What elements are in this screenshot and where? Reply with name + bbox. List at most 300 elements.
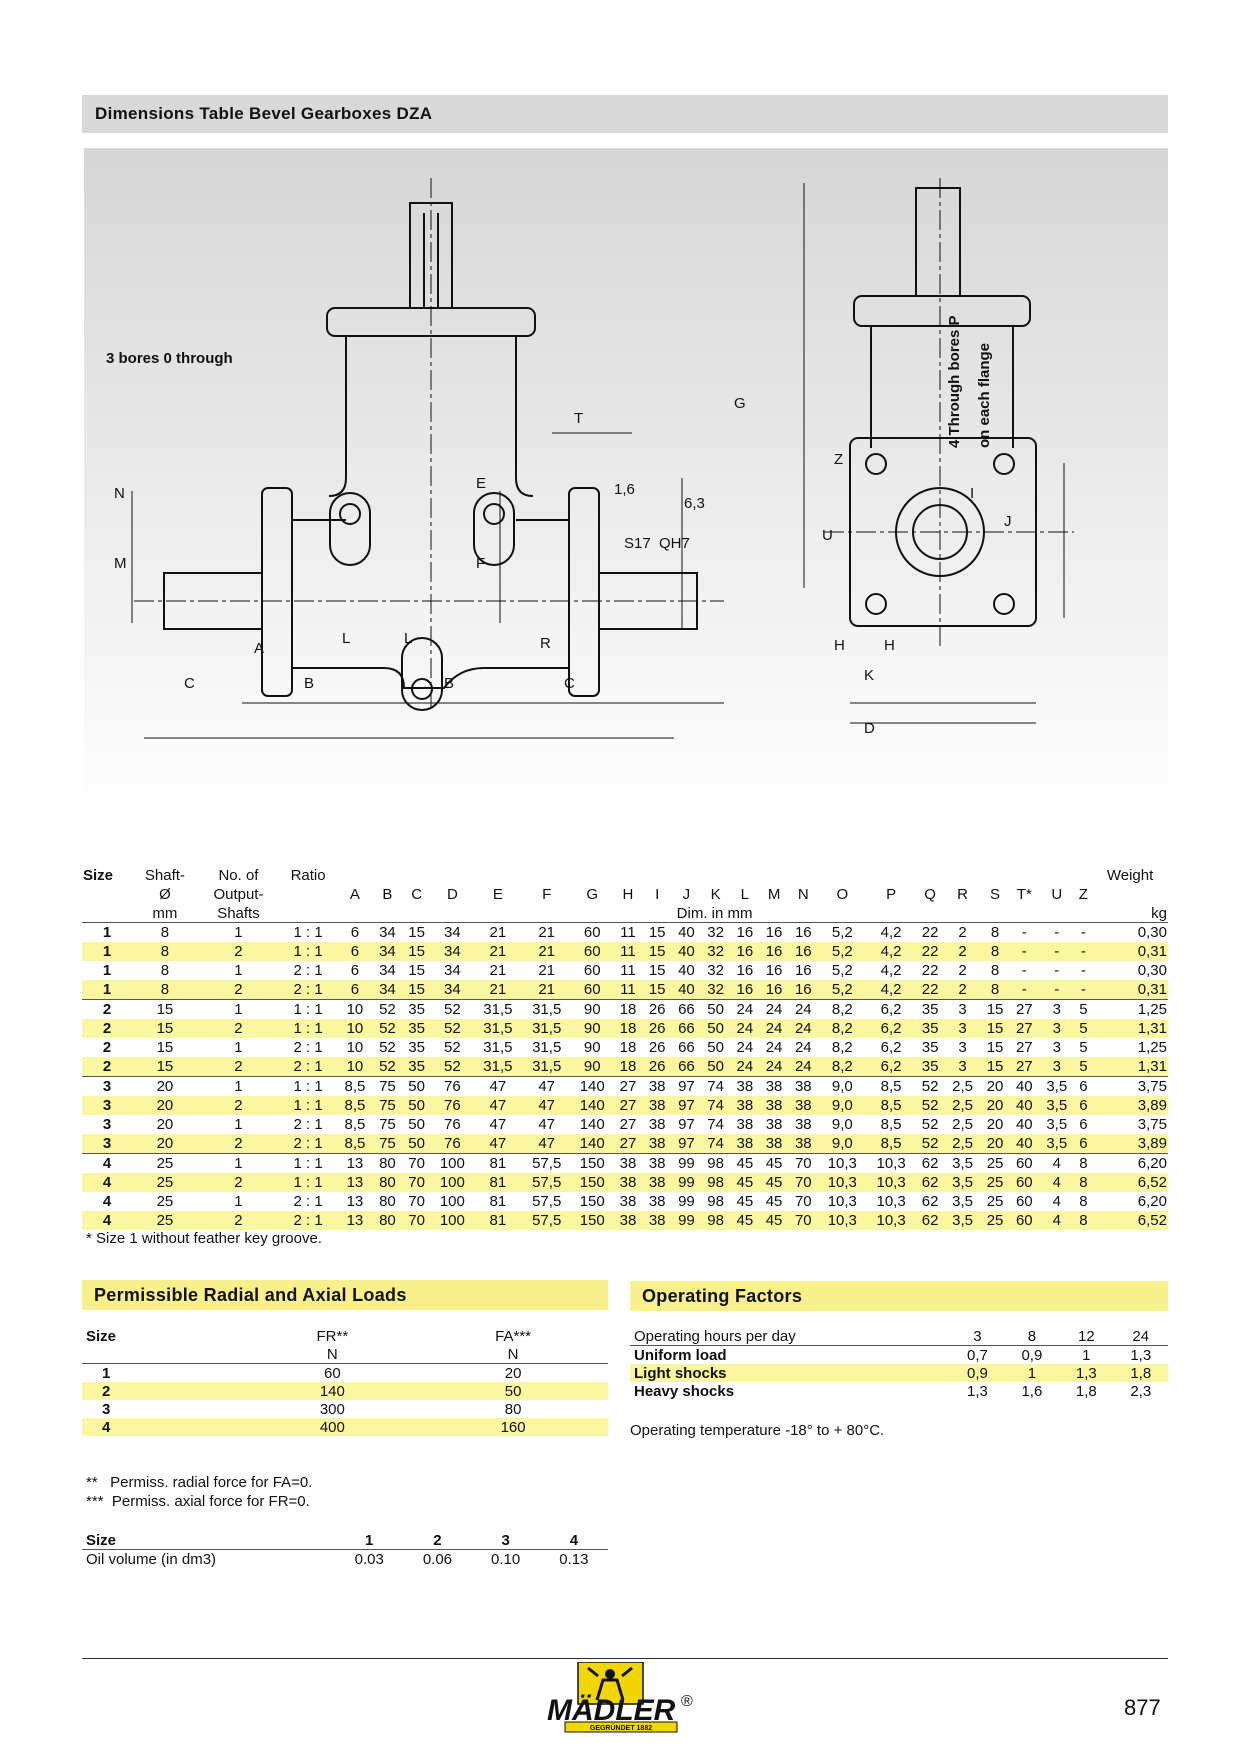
dims-cell: 27 — [613, 1077, 642, 1097]
loads-note-1: ** Permiss. radial force for FA=0. — [86, 1474, 313, 1491]
dims-cell: 16 — [789, 980, 818, 1000]
dims-cell: 13 — [337, 1211, 373, 1230]
dims-cell: 27 — [1010, 1000, 1039, 1020]
dims-cell: 15 — [132, 1019, 198, 1038]
dims-cell: 66 — [672, 1019, 701, 1038]
dim-label-i: I — [970, 485, 975, 502]
dims-cell: 6 — [1075, 1096, 1092, 1115]
dims-table-row — [82, 1057, 1168, 1077]
dims-cell: 8,5 — [867, 1134, 916, 1154]
loads-cell-fr: 300 — [319, 1400, 345, 1418]
loads-cell-size: 1 — [102, 1364, 111, 1382]
dims-cell: 47 — [489, 1116, 507, 1133]
col-letter: E — [492, 886, 503, 903]
loads-cell-fa: 20 — [504, 1364, 522, 1382]
dims-cell: 1 : 1 — [293, 924, 323, 941]
dims-cell: 35 — [408, 1039, 425, 1056]
dims-cell: 76 — [431, 1077, 473, 1097]
dims-cell: 8 — [1075, 1173, 1092, 1192]
dims-cell: 10,3 — [867, 1211, 916, 1230]
factors-title: Operating Factors — [642, 1286, 803, 1306]
dims-cell: 38 — [613, 1154, 642, 1174]
dims-cell: 21 — [538, 962, 556, 979]
dims-cell: 66 — [672, 1000, 701, 1020]
dims-cell: 1 — [234, 1116, 243, 1133]
dims-cell: 40 — [1010, 1134, 1039, 1154]
factors-value: 1 — [1005, 1364, 1059, 1382]
dims-cell: 2 : 1 — [279, 1057, 337, 1077]
dims-cell: 45 — [765, 1193, 783, 1210]
dims-cell: 80 — [379, 1193, 396, 1210]
dims-cell: 90 — [571, 1019, 613, 1038]
dims-cell: 100 — [431, 1154, 473, 1174]
dims-cell: 16 — [789, 942, 818, 961]
dims-cell-size: 1 — [82, 942, 132, 961]
factors-title-bar — [630, 1281, 1168, 1311]
dims-cell: 16 — [794, 924, 812, 941]
dims-cell: 5,2 — [818, 980, 867, 1000]
dims-cell: 13 — [346, 1193, 364, 1210]
col-letter: S — [990, 886, 1001, 903]
dims-cell: 38 — [759, 1096, 788, 1115]
loads-unit-fa: N — [507, 1345, 519, 1363]
loads-row — [82, 1418, 608, 1436]
dimensions-table — [82, 865, 1168, 1230]
dims-cell: 98 — [701, 1173, 730, 1192]
dims-cell: - — [1021, 924, 1027, 941]
dims-cell: 1,31 — [1092, 1019, 1168, 1038]
oil-size: 4 — [569, 1531, 579, 1549]
dims-table-row — [82, 961, 1168, 980]
footer-divider — [82, 1658, 1168, 1659]
dims-cell: 22 — [915, 980, 944, 1000]
dims-cell: 34 — [431, 980, 473, 1000]
dims-cell: 3 — [945, 1019, 981, 1038]
dims-cell: 6 — [1075, 1134, 1092, 1154]
dims-cell-size: 1 — [82, 980, 132, 1000]
dims-cell: 6 — [1075, 1077, 1092, 1097]
dims-cell: 50 — [402, 1134, 431, 1154]
dims-cell: 1 : 1 — [279, 942, 337, 961]
dim-label-m: M — [114, 555, 127, 572]
loads-cell-fa: 160 — [418, 1418, 608, 1436]
dims-cell: 52 — [444, 1039, 461, 1056]
dims-cell: 15 — [980, 1000, 1009, 1020]
dims-cell: 5 — [1075, 1019, 1092, 1038]
dims-cell: 15 — [132, 1000, 198, 1020]
dims-cell: 8,5 — [337, 1096, 373, 1115]
dims-cell: 8,5 — [867, 1096, 916, 1115]
dims-cell: 3 — [1052, 1039, 1061, 1056]
dims-cell: 75 — [373, 1077, 402, 1097]
dims-cell: 3,5 — [1039, 1077, 1075, 1097]
dims-cell: 21 — [538, 924, 556, 941]
dims-cell: 3 — [945, 1057, 981, 1077]
col-letter: T* — [1016, 886, 1032, 903]
dims-cell: 11 — [613, 980, 642, 1000]
dim-label-d: D — [864, 720, 875, 737]
dims-cell: 0,31 — [1092, 980, 1168, 1000]
dims-cell: 35 — [402, 1000, 431, 1020]
dims-cell: 47 — [522, 1096, 571, 1115]
factors-label: Heavy shocks — [634, 1382, 735, 1400]
dims-table-row — [82, 1173, 1168, 1192]
dims-cell-size: 2 — [82, 1000, 132, 1020]
dims-cell: 1 : 1 — [279, 1173, 337, 1192]
dims-cell: 2 — [198, 942, 279, 961]
dims-table-row — [82, 942, 1168, 961]
dims-cell: 1 — [198, 1154, 279, 1174]
dims-cell: 8,2 — [818, 1019, 867, 1038]
oil-label: Oil volume (in dm3) — [86, 1550, 217, 1568]
dims-table-row — [82, 1154, 1168, 1174]
dim-label-e: E — [476, 475, 487, 492]
dims-cell: 24 — [789, 1000, 818, 1020]
dims-cell: 52 — [915, 1134, 944, 1154]
dims-cell: 90 — [571, 1057, 613, 1077]
col-letter: L — [740, 886, 750, 903]
dims-cell: 15 — [648, 962, 666, 979]
dims-cell: 16 — [794, 962, 812, 979]
dims-cell: 47 — [522, 1134, 571, 1154]
dims-cell: 50 — [701, 1019, 730, 1038]
dims-cell: - — [1075, 942, 1092, 961]
col-noof-1: No. of — [218, 867, 259, 884]
dims-cell: 3,5 — [1039, 1096, 1075, 1115]
dims-cell: 15 — [156, 1039, 174, 1056]
col-shaft-3: mm — [132, 903, 198, 923]
dims-cell-size: 4 — [82, 1154, 132, 1174]
factors-value: 1,3 — [967, 1382, 988, 1400]
dims-cell: 74 — [701, 1134, 730, 1154]
dims-cell: 1 : 1 — [279, 1077, 337, 1097]
dims-cell: 1 — [234, 962, 243, 979]
col-letter: G — [586, 886, 599, 903]
dims-cell: 8 — [1075, 1211, 1092, 1230]
factors-row — [630, 1346, 1168, 1365]
dims-cell: 2 — [958, 924, 967, 941]
dims-cell: 57,5 — [522, 1173, 571, 1192]
dim-label-j: J — [1004, 513, 1012, 530]
dims-cell: 52 — [915, 1096, 944, 1115]
dims-cell-size: 2 — [82, 1019, 132, 1038]
dims-cell: 6,20 — [1137, 1193, 1167, 1210]
dims-cell: 24 — [759, 1019, 788, 1038]
dims-cell: 150 — [571, 1211, 613, 1230]
dims-cell: - — [1054, 962, 1060, 979]
dims-cell: 40 — [672, 942, 701, 961]
dims-cell: 2 : 1 — [279, 980, 337, 1000]
col-ratio: Ratio — [290, 867, 326, 884]
dims-cell: 16 — [730, 980, 759, 1000]
dim-label-h-left: H — [834, 637, 845, 654]
dims-cell: 40 — [1010, 1077, 1039, 1097]
loads-title-bar — [82, 1280, 608, 1310]
dims-cell: 97 — [672, 1134, 701, 1154]
dims-cell: 52 — [373, 1057, 402, 1077]
dims-cell: 5 — [1075, 1000, 1092, 1020]
dims-cell: 140 — [579, 1116, 605, 1133]
dims-cell: 27 — [619, 1116, 637, 1133]
dims-cell: 20 — [986, 1116, 1004, 1133]
dim-label-f: F — [476, 555, 486, 572]
dims-cell: 21 — [474, 980, 523, 1000]
dims-cell-size: 3 — [82, 1096, 132, 1115]
dims-cell: 25 — [132, 1173, 198, 1192]
dims-cell: 45 — [730, 1211, 759, 1230]
dims-cell: 10,3 — [867, 1173, 916, 1192]
dims-cell: 25 — [132, 1211, 198, 1230]
dims-cell: 1 — [198, 1077, 279, 1097]
dims-cell: 10,3 — [827, 1193, 857, 1210]
dims-cell: 10 — [337, 1057, 373, 1077]
dims-cell: 1 : 1 — [279, 1000, 337, 1020]
dims-cell: 18 — [613, 1057, 642, 1077]
dims-table-row — [82, 1038, 1168, 1057]
factors-hours: 24 — [1132, 1327, 1150, 1345]
dims-cell: 1 — [234, 924, 243, 941]
dims-cell: 140 — [571, 1077, 613, 1097]
dims-cell: 60 — [1010, 1154, 1039, 1174]
dims-cell: - — [1021, 962, 1027, 979]
dim-label-l-left: L — [342, 630, 351, 647]
dims-cell: 20 — [132, 1096, 198, 1115]
factors-temperature: Operating temperature -18° to + 80°C. — [630, 1422, 885, 1439]
dims-cell: 8,5 — [880, 1116, 902, 1133]
dims-cell: 27 — [1010, 1057, 1039, 1077]
dims-cell: 35 — [915, 1019, 944, 1038]
dims-cell: - — [1010, 942, 1039, 961]
dims-cell: 38 — [789, 1096, 818, 1115]
dims-cell: 31,5 — [522, 1000, 571, 1020]
dims-cell-size: 2 — [102, 1039, 112, 1056]
dims-cell: 15 — [643, 942, 672, 961]
dims-cell: 3 — [945, 1000, 981, 1020]
dim-label-t: T — [574, 410, 584, 427]
dims-cell: 52 — [431, 1019, 473, 1038]
dim-unit: Dim. in mm — [337, 903, 1092, 923]
loads-cell-size: 2 — [82, 1382, 247, 1400]
dim-label-k: K — [864, 667, 875, 684]
dims-cell: 15 — [980, 1057, 1009, 1077]
loads-cell-size: 3 — [102, 1400, 111, 1418]
dims-cell: 2 : 1 — [293, 1193, 323, 1210]
dims-cell: 81 — [474, 1173, 523, 1192]
dim-label-c-right: C — [564, 675, 575, 692]
dims-cell: 70 — [408, 1193, 425, 1210]
dims-cell-size: 3 — [82, 1134, 132, 1154]
dim-label-b-right: B — [444, 675, 455, 692]
dims-cell: 62 — [915, 1173, 944, 1192]
dims-cell: 11 — [613, 942, 642, 961]
col-letter: R — [957, 886, 968, 903]
dims-cell: 47 — [538, 1116, 556, 1133]
dim-label-c-left: C — [184, 675, 195, 692]
dims-cell: 47 — [474, 1096, 523, 1115]
dims-cell: 25 — [980, 1211, 1009, 1230]
oil-value: 0.10 — [491, 1550, 521, 1568]
dims-cell-size: 2 — [82, 1057, 132, 1077]
dim-label-a: A — [254, 640, 265, 657]
dims-cell: 32 — [701, 942, 730, 961]
dims-cell: 40 — [672, 980, 701, 1000]
dims-cell: 98 — [701, 1154, 730, 1174]
dims-cell: 74 — [701, 1096, 730, 1115]
dims-cell: 3 — [1039, 1057, 1075, 1077]
dims-cell: 45 — [730, 1173, 759, 1192]
dims-cell: 70 — [402, 1154, 431, 1174]
dims-table-row — [82, 1211, 1168, 1230]
dims-cell: - — [1075, 980, 1092, 1000]
dims-cell: 25 — [980, 1154, 1009, 1174]
dims-cell: 26 — [643, 1000, 672, 1020]
dims-cell: 45 — [759, 1211, 788, 1230]
dim-label-z: Z — [834, 451, 844, 468]
loads-cell-fr: 140 — [247, 1382, 419, 1400]
dims-cell: - — [1039, 942, 1075, 961]
col-letter: J — [682, 886, 691, 903]
factors-value: 0,9 — [950, 1364, 1004, 1382]
madler-logo — [543, 1662, 703, 1734]
col-noof-2: Output- — [213, 886, 264, 903]
dims-cell: 4 — [1039, 1173, 1075, 1192]
dims-cell: 97 — [678, 1116, 695, 1133]
dims-cell: 70 — [789, 1211, 818, 1230]
dims-cell: 8 — [980, 942, 1009, 961]
dims-cell: 52 — [915, 1077, 944, 1097]
dims-cell: 20 — [132, 1134, 198, 1154]
col-letter: U — [1051, 886, 1063, 903]
dims-cell: 1 : 1 — [279, 1019, 337, 1038]
dims-cell: 38 — [736, 1116, 754, 1133]
dims-cell: 8,2 — [818, 1057, 867, 1077]
dims-cell: 75 — [379, 1116, 396, 1133]
dims-cell-size: 3 — [102, 1116, 112, 1133]
col-letter: Z — [1078, 886, 1088, 903]
dims-cell: 25 — [986, 1193, 1004, 1210]
loads-cell-fr: 400 — [247, 1418, 419, 1436]
dims-cell: 27 — [613, 1096, 642, 1115]
dims-cell: 52 — [431, 1000, 473, 1020]
dim-label-u: U — [822, 527, 833, 544]
dims-cell: 52 — [431, 1057, 473, 1077]
dims-cell: 31,5 — [474, 1000, 523, 1020]
dims-cell: 38 — [730, 1077, 759, 1097]
dims-cell: 35 — [402, 1057, 431, 1077]
dims-cell: 38 — [730, 1096, 759, 1115]
dims-cell: 25 — [980, 1173, 1009, 1192]
dims-cell: 34 — [373, 980, 402, 1000]
logo-founded: GEGRÜNDET 1882 — [589, 1725, 653, 1732]
dims-cell: 2 : 1 — [293, 1116, 323, 1133]
dims-cell: 22 — [921, 924, 939, 941]
dims-cell: 25 — [132, 1154, 198, 1174]
dims-cell: 20 — [156, 1116, 174, 1133]
dims-cell: 31,5 — [483, 1039, 513, 1056]
loads-title: Permissible Radial and Axial Loads — [94, 1285, 407, 1305]
dims-cell: 38 — [643, 1077, 672, 1097]
dims-cell: 60 — [1010, 1211, 1039, 1230]
col-letter: O — [836, 886, 849, 903]
dims-cell: 0,30 — [1137, 962, 1167, 979]
dims-cell: 76 — [444, 1116, 461, 1133]
dims-cell: 70 — [789, 1154, 818, 1174]
dims-cell: 24 — [789, 1019, 818, 1038]
dims-cell-size: 1 — [102, 962, 112, 979]
dims-table-row — [82, 1000, 1168, 1020]
dims-cell: 3,5 — [1039, 1134, 1075, 1154]
dims-cell: 6 — [337, 980, 373, 1000]
dims-cell: 5,2 — [831, 962, 853, 979]
dims-cell: 80 — [373, 1154, 402, 1174]
dims-cell: 100 — [431, 1173, 473, 1192]
dims-table-row — [82, 1019, 1168, 1038]
dims-cell: 4 — [1039, 1154, 1075, 1174]
factors-label: Uniform load — [634, 1346, 727, 1364]
dims-cell: 0,31 — [1092, 942, 1168, 961]
dims-cell: 2 — [198, 1134, 279, 1154]
dims-cell: 45 — [730, 1154, 759, 1174]
loads-cell-fa: 50 — [418, 1382, 608, 1400]
col-letter: C — [411, 886, 423, 903]
dims-cell: 3,75 — [1137, 1116, 1167, 1133]
dims-cell: - — [1039, 980, 1075, 1000]
dims-cell: 16 — [736, 924, 754, 941]
dims-cell: 1,31 — [1092, 1057, 1168, 1077]
dims-cell: 150 — [571, 1154, 613, 1174]
dims-cell: 31,5 — [522, 1057, 571, 1077]
dims-cell: 6,2 — [867, 1019, 916, 1038]
dim-label-n: N — [114, 485, 125, 502]
dims-cell: 18 — [613, 1000, 642, 1020]
col-letter: I — [655, 886, 660, 903]
loads-table — [82, 1327, 608, 1436]
factors-label: Light shocks — [630, 1364, 950, 1382]
dims-cell: 27 — [1015, 1039, 1033, 1056]
dims-cell: 2 — [198, 1173, 279, 1192]
dims-cell: 1,25 — [1137, 1039, 1167, 1056]
dims-cell: 75 — [373, 1096, 402, 1115]
dims-cell: 38 — [759, 1134, 788, 1154]
dims-cell: 15 — [980, 1019, 1009, 1038]
dims-cell: 50 — [402, 1077, 431, 1097]
dims-cell: 90 — [583, 1039, 601, 1056]
col-letter: B — [382, 886, 393, 903]
dims-cell: 57,5 — [522, 1154, 571, 1174]
dims-cell: 3,5 — [1046, 1116, 1068, 1133]
dims-cell: 38 — [613, 1173, 642, 1192]
dims-cell: 3 — [1039, 1000, 1075, 1020]
dims-cell: 16 — [759, 942, 788, 961]
oil-col-size: Size — [86, 1531, 117, 1549]
dims-cell: 60 — [571, 942, 613, 961]
dims-cell-size: 3 — [82, 1077, 132, 1097]
dims-cell: 50 — [701, 1000, 730, 1020]
factors-value: 1,6 — [1021, 1382, 1043, 1400]
factors-value: 1,8 — [1075, 1382, 1097, 1400]
dims-cell: 18 — [613, 1019, 642, 1038]
dims-cell: 150 — [571, 1173, 613, 1192]
dims-cell: 2,5 — [945, 1096, 981, 1115]
dim-label-r: R — [540, 635, 551, 652]
dims-cell-size: 4 — [82, 1211, 132, 1230]
dims-cell: 4,2 — [880, 962, 902, 979]
dims-cell: 15 — [643, 980, 672, 1000]
dims-cell: 52 — [373, 1000, 402, 1020]
dims-cell: 10,3 — [876, 1193, 906, 1210]
dims-cell: 35 — [915, 1000, 944, 1020]
dims-cell: 38 — [643, 1154, 672, 1174]
